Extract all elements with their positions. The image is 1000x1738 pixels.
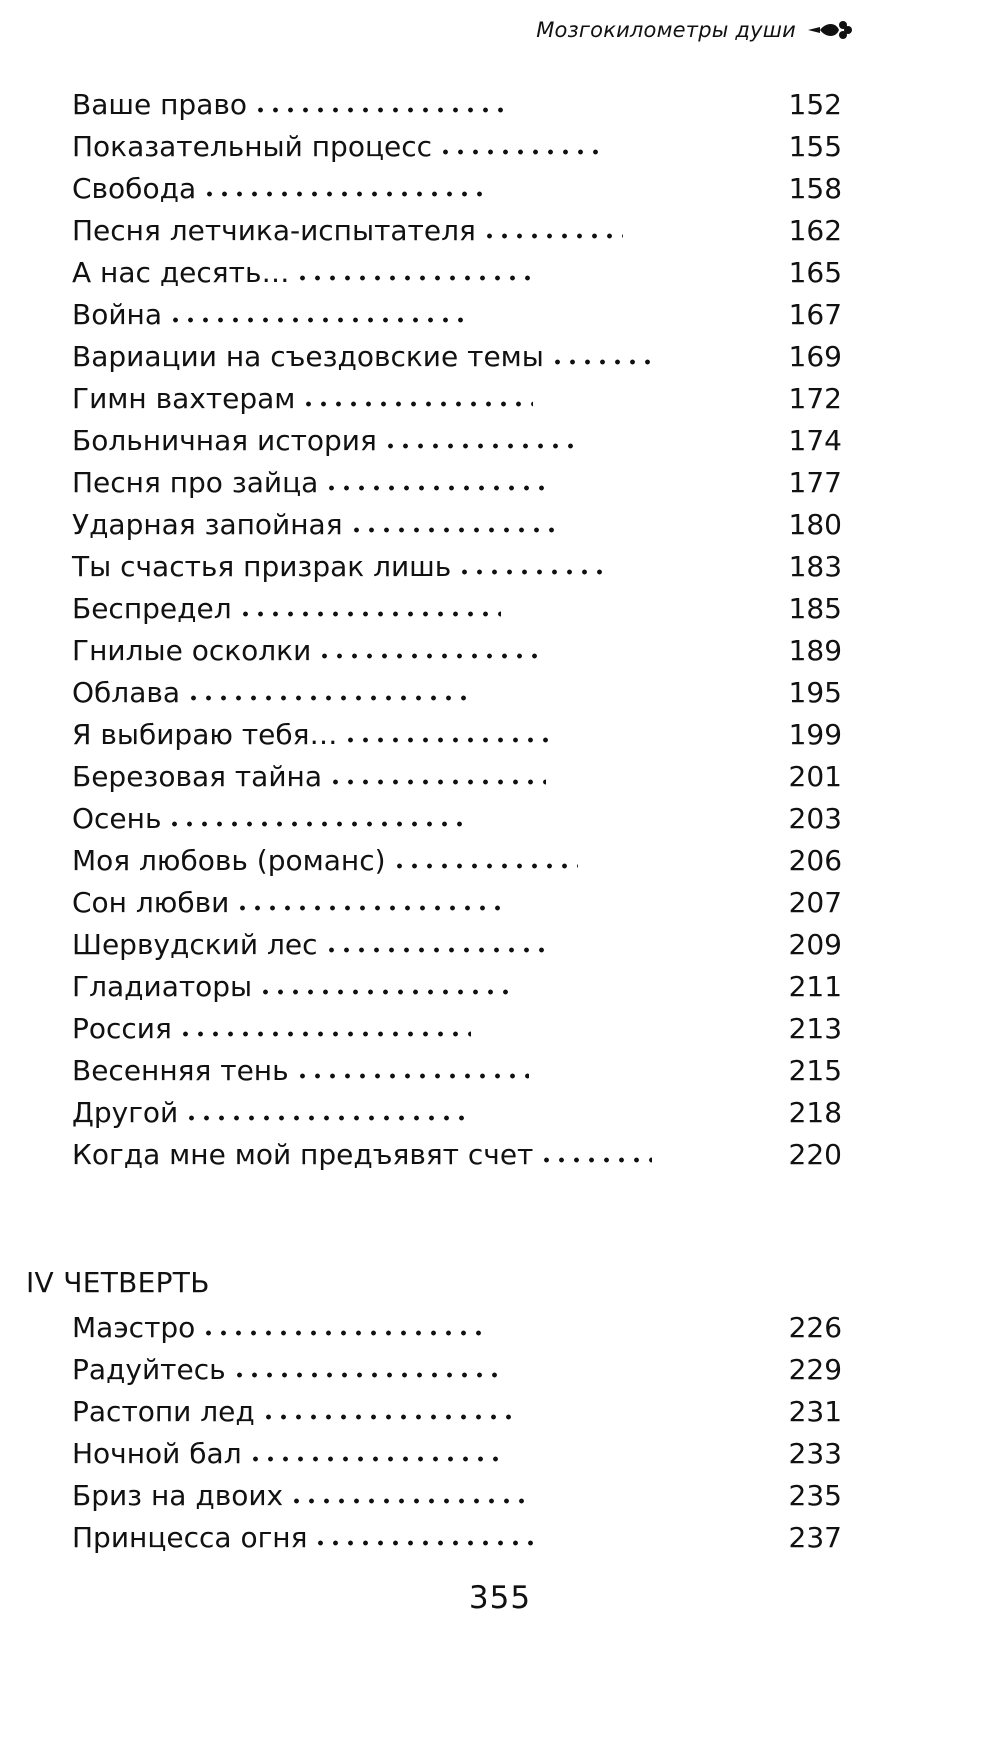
dot-leader (201, 1330, 482, 1336)
toc-entry (72, 84, 842, 126)
toc-entry-title: Ты счастья призрак лишь (72, 550, 452, 583)
dot-leader (253, 107, 509, 113)
toc-entry-title: Гладиаторы (72, 970, 253, 1003)
toc-entry-page-number: 199 (788, 718, 843, 751)
dot-leader (248, 1456, 506, 1462)
toc-entry-title: Я выбираю тебя… (72, 718, 338, 751)
toc-entry-title: Маэстро (72, 1311, 196, 1344)
toc-entry-page-number: 201 (788, 760, 842, 793)
toc-entry-page-number: 237 (788, 1521, 842, 1554)
toc-entry (72, 756, 842, 798)
toc-entry (72, 1307, 842, 1349)
toc-entry (72, 840, 842, 882)
toc-entry (72, 630, 842, 672)
toc-entry-title: Песня летчика-испытателя (72, 214, 476, 247)
toc-entry-title: Гимн вахтерам (72, 382, 296, 415)
toc-entry (72, 336, 842, 378)
toc-entry-title: Песня про зайца (72, 466, 319, 499)
dot-leader (324, 485, 544, 491)
toc-entry (72, 1391, 842, 1433)
toc-entry (72, 1092, 842, 1134)
toc-entry (72, 1349, 842, 1391)
dot-leader (202, 191, 483, 197)
toc-entry-title: Россия (72, 1012, 172, 1045)
page-number: 355 (468, 1580, 532, 1616)
toc-entry-page-number: 207 (788, 886, 843, 919)
dot-leader (301, 401, 532, 407)
toc-entry (72, 252, 842, 294)
toc-entry-title: Показательный процесс (72, 130, 433, 163)
toc-entry-title: Моя любовь (романс) (72, 844, 386, 877)
toc-entry-title: Принцесса огня (72, 1521, 308, 1554)
dot-leader (392, 863, 578, 869)
dot-leader (238, 611, 501, 617)
toc-entry-page-number: 215 (788, 1054, 843, 1087)
toc-entry (72, 798, 842, 840)
toc-entry (72, 924, 842, 966)
toc-entry (72, 546, 842, 588)
dot-leader (317, 653, 540, 659)
toc-entry (72, 210, 842, 252)
toc-entry-page-number: 218 (788, 1096, 843, 1129)
toc-entry-title: Шервудский лес (72, 928, 318, 961)
running-head (536, 18, 852, 42)
toc-entry-title: Беспредел (72, 592, 232, 625)
toc-entry-page-number: 167 (788, 298, 843, 331)
toc-entry-page-number: 226 (788, 1311, 843, 1344)
toc-entry-title: Ваше право (72, 88, 247, 121)
toc-entry-page-number: 152 (788, 88, 842, 121)
toc-entry-page-number: 174 (788, 424, 842, 457)
dot-leader (328, 779, 546, 785)
toc-entry (72, 168, 842, 210)
dot-leader (232, 1372, 498, 1378)
toc-entry (72, 1433, 842, 1475)
toc-entry-page-number: 233 (788, 1437, 842, 1470)
toc-entry-page-number: 211 (788, 970, 843, 1003)
toc-entry-title: Березовая тайна (72, 760, 322, 793)
toc-entry-title: Сон любви (72, 886, 230, 919)
dot-leader (457, 569, 610, 575)
dot-leader (295, 275, 529, 281)
toc-entry (72, 714, 842, 756)
toc-entry-title: Война (72, 298, 163, 331)
toc-entry-title: Свобода (72, 172, 197, 205)
toc-entry (72, 1134, 842, 1176)
dot-leader (295, 1073, 530, 1079)
toc-entry (72, 672, 842, 714)
toc-entry-title: Вариации на съездовские темы (72, 340, 544, 373)
toc-entry-page-number: 162 (788, 214, 843, 247)
dot-leader (482, 233, 623, 239)
toc-entry-page-number: 189 (788, 634, 843, 667)
dot-leader (167, 821, 465, 827)
running-title: Мозгокилометры души (536, 18, 796, 42)
ornament-leaf-icon (806, 19, 852, 41)
toc-entry-title: Больничная история (72, 424, 377, 457)
toc-entry (72, 504, 842, 546)
toc-entry (72, 420, 842, 462)
toc-entry-title: Гнилые осколки (72, 634, 312, 667)
toc-entry-title: Облава (72, 676, 181, 709)
toc-entry-page-number: 231 (788, 1395, 843, 1428)
toc-entry-page-number: 229 (788, 1353, 843, 1386)
toc-entry-page-number: 155 (788, 130, 843, 163)
toc-entry-title: Ударная запойная (72, 508, 343, 541)
dot-leader (539, 1157, 651, 1163)
toc-entry (72, 966, 842, 1008)
dot-leader (168, 317, 466, 323)
toc-entry (72, 378, 842, 420)
toc-entry-title: А нас десять… (72, 256, 290, 289)
section-heading: IV ЧЕТВЕРТЬ (26, 1266, 210, 1299)
toc-entry (72, 294, 842, 336)
toc-entry-page-number: 206 (788, 844, 843, 877)
toc-entry (72, 1517, 842, 1559)
dot-leader (261, 1414, 513, 1420)
dot-leader (258, 989, 511, 995)
dot-leader (235, 905, 499, 911)
dot-leader (550, 359, 657, 365)
toc-entry (72, 126, 842, 168)
dot-leader (289, 1498, 526, 1504)
dot-leader (178, 1031, 471, 1037)
toc-entry (72, 1008, 842, 1050)
toc-entry-title: Осень (72, 802, 162, 835)
toc-entry-title: Когда мне мой предъявят счет (72, 1138, 534, 1171)
toc-entry-title: Растопи лед (72, 1395, 255, 1428)
toc-entry-page-number: 172 (788, 382, 842, 415)
toc-entry (72, 1475, 842, 1517)
dot-leader (324, 947, 544, 953)
toc-entry-page-number: 195 (788, 676, 842, 709)
toc-entry-title: Ночной бал (72, 1437, 242, 1470)
toc-entry-page-number: 158 (788, 172, 843, 205)
dot-leader (313, 1540, 538, 1546)
toc-entry-page-number: 180 (788, 508, 842, 541)
dot-leader (184, 1115, 474, 1121)
dot-leader (349, 527, 557, 533)
toc-entry (72, 462, 842, 504)
toc-entry (72, 588, 842, 630)
toc-entry-title: Радуйтесь (72, 1353, 226, 1386)
toc-entry-page-number: 220 (788, 1138, 842, 1171)
toc-entry-title: Другой (72, 1096, 179, 1129)
toc-entry-page-number: 183 (788, 550, 843, 583)
toc-entry-page-number: 235 (788, 1479, 842, 1512)
dot-leader (343, 737, 553, 743)
dot-leader (186, 695, 475, 701)
toc-entry-title: Весенняя тень (72, 1054, 289, 1087)
toc-entry-page-number: 213 (788, 1012, 843, 1045)
toc-entry-page-number: 203 (788, 802, 842, 835)
dot-leader (438, 149, 601, 155)
dot-leader (383, 443, 574, 449)
toc-entry-page-number: 169 (788, 340, 842, 373)
toc-entry-title: Бриз на двоих (72, 1479, 284, 1512)
toc-entry (72, 1050, 842, 1092)
toc-entry-page-number: 177 (788, 466, 842, 499)
toc-entry-page-number: 185 (788, 592, 842, 625)
toc-entry (72, 882, 842, 924)
toc-entry-page-number: 165 (788, 256, 843, 289)
toc-entry-page-number: 209 (788, 928, 842, 961)
